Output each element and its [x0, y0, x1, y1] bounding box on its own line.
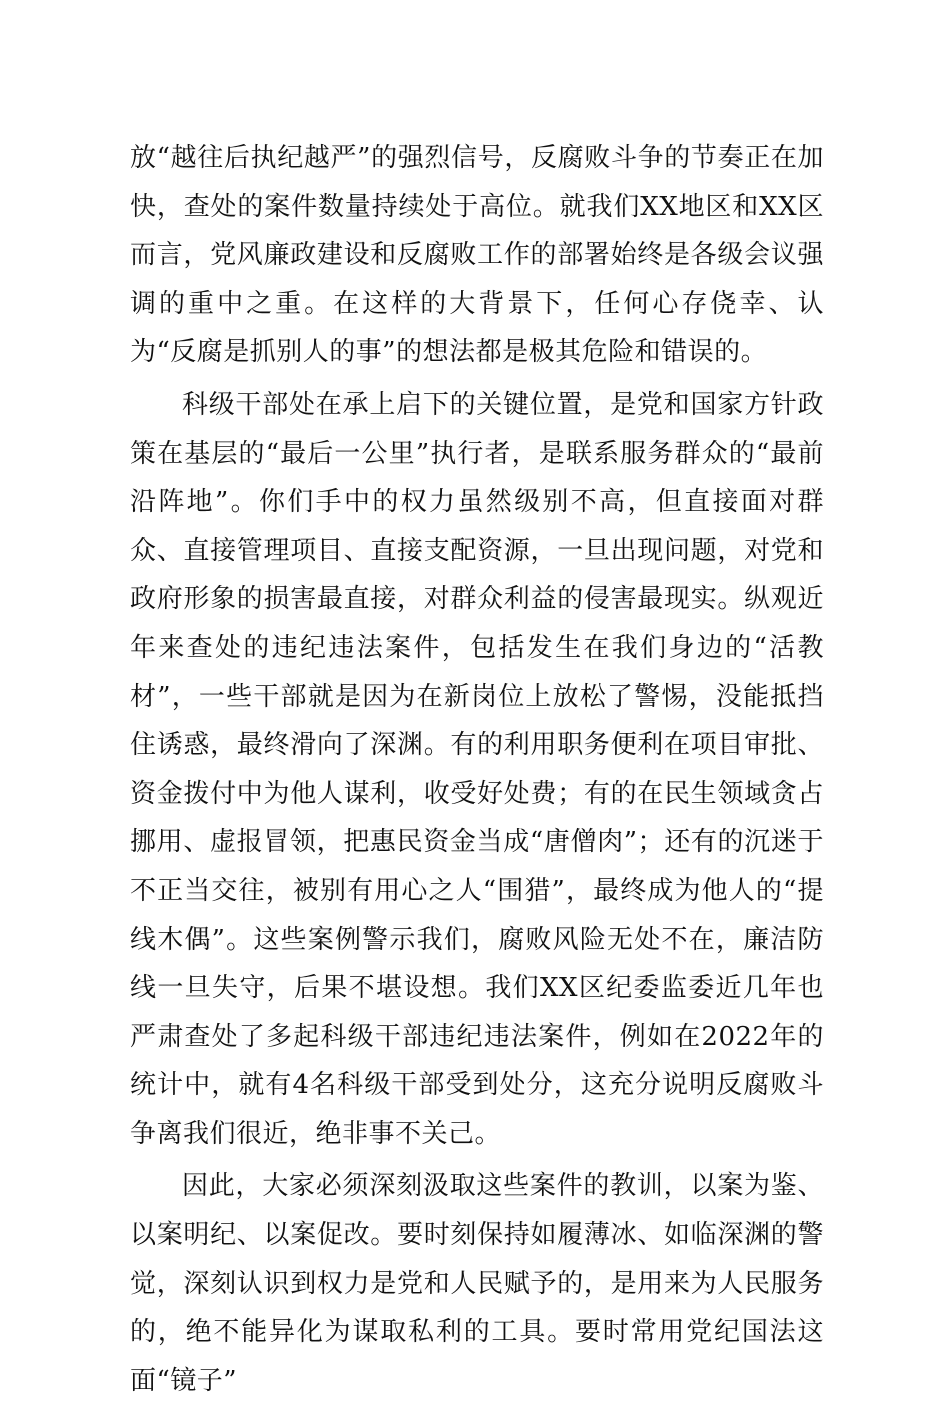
document-body: [130, 134, 824, 1409]
paragraph-section-cadres: 科级干部处在承上启下的关键位置，是党和国家方针政策在基层的“最后一公里”执行者，是联系服务群众的“最前沿阵地”。你们手中的权力虽然级别不高，但直接面对群众、直接管理项目、直接支配资源，一旦出现问题，对党和政府形象的损害最直接，对群众利益的侵害最现实。纵观近年来查处的违纪违法案件，包括发生在我们身边的“活教材”，一些干部就是因为在新岗位上放松了警惕，没能抵挡住诱惑，最终滑向了深渊。有的利用职务便利在项目审批、资金拨付中为他人谋利，收受好处费；有的在民生领域贪占挪用、虚报冒领，把惠民资金当成“唐僧肉”；还有的沉迷于不正当交往，被别有用心之人“围猎”，最终成为他人的“提线木偶”。这些案例警示我们，腐败风险无处不在，廉洁防线一旦失守，后果不堪设想。我们XX区纪委监委近几年也严肃查处了多起科级干部违纪违法案件，例如在2022年的统计中，就有4名科级干部受到处分，这充分说明反腐败斗争离我们很近，绝非事不关己。: [130, 389, 824, 1149]
paragraph-continued: 放“越往后执纪越严”的强烈信号，反腐败斗争的节奏正在加快，查处的案件数量持续处于高位。就我们XX地区和XX区而言，党风廉政建设和反腐败工作的部署始终是各级会议强调的重中之重。在这样的大背景下，任何心存侥幸、认为“反腐是抓别人的事”的想法都是极其危险和错误的。: [130, 143, 824, 368]
paragraph-lessons: 因此，大家必须深刻汲取这些案件的教训，以案为鉴、以案明纪、以案促改。要时刻保持如履薄冰、如临深渊的警觉，深刻认识到权力是党和人民赋予的，是用来为人民服务的，绝不能异化为谋取私利的工具。要时常用党纪国法这面“镜子”: [130, 1171, 824, 1396]
